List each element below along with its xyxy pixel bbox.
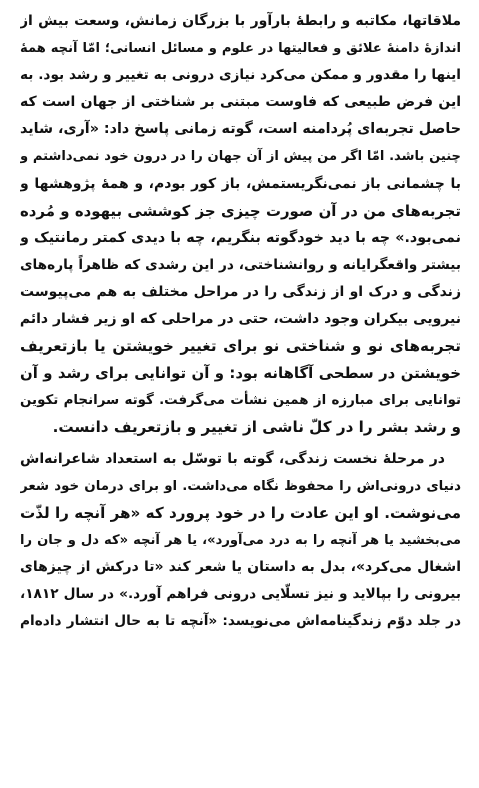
paragraph-2 [20, 446, 461, 636]
text-line: بیشتر واقعگرایانه و روانشناختی، در این رشدی که ظاهراً پاره‌های [20, 256, 461, 273]
text-line: در مرحلهٔ نخست زندگی، گوته با توسّل به استعداد شاعرانه‌اش [20, 450, 445, 467]
text-line: ملاقاتها، مکاتبه و رابطهٔ بارآور با بزرگان زمانش، وسعت بیش از [20, 13, 461, 29]
book-page [20, 8, 461, 635]
text-line: می‌بخشید یا هر آنچه را به درد می‌آورد»، یا هر آنچه «که دل و جان را [20, 532, 461, 548]
text-line: و رشد بشر را در کلّ ناشی از تغییر و بازتعریف دانست. [52, 418, 461, 437]
text-line: بیرونی را بپالاید و نیز تسلّایی درونی فراهم آورد.» در سال ۱۸۱۲، [20, 585, 461, 602]
text-line: چنین باشد. امّا اگر من پیش از آن جهان را در درون خود نمی‌داشتم و [20, 149, 461, 165]
text-line: تجربه‌های نو و شناختی نو برای تغییر خویشتن یا بازتعریف [20, 337, 461, 356]
text-line: اشغال می‌کرد»، بدل به داستان یا شعر کند «تا درکش از چیزهای [20, 558, 461, 575]
text-line: این فرض طبیعی که فاوست مبتنی بر شناختی از جهان است که [20, 94, 461, 111]
text-line: خویشتن در سطحی آگاهانه بود: و آن توانایی برای رشد و آن [20, 364, 461, 383]
text-line: اینها را مقدور و ممکن می‌کرد نیازی درونی به تغییر و رشد بود. به [20, 67, 461, 84]
paragraph-1 [20, 8, 461, 442]
text-line: توانایی برای مبارزه از همین نشأت می‌گرفت. گوته سرانجام تکوین [20, 393, 461, 409]
text-line: تجربه‌های من در آن صورت چیزی جز کوششی بیهوده و مُرده [20, 201, 461, 220]
text-line: نمی‌بود.» چه با دید خودگوته بنگریم، چه با دیدی کمتر رمانتیک و [20, 229, 461, 246]
text-line: با چشمانی باز نمی‌نگریستمش، باز کور بودم، و همهٔ پژوهشها و [20, 175, 461, 192]
text-line: می‌نوشت. او این عادت را در خود پرورد که «هر آنچه را لذّت [20, 503, 461, 522]
text-line: اندازهٔ دامنهٔ علائق و فعالیتها در علوم و مسائل انسانی؛ امّا آنچه همهٔ [20, 41, 461, 57]
text-line: حاصل تجربه‌ای پُردامنه است، گوته زمانی پاسخ داد: «آری، شاید [20, 121, 461, 138]
text-line: نیرویی بیکران وجود داشت، حتی در مراحلی که او زیر فشار دائم [20, 311, 461, 328]
text-line: دنیای درونی‌اش را محفوظ نگاه می‌داشت. او برای درمان خود شعر [20, 478, 461, 494]
text-line: زندگی و درک او از زندگی را در مراحل مختلف به هم می‌پیوست [20, 283, 461, 300]
text-line: در جلد دوّم زندگینامه‌اش می‌نویسد: «آنچه تا به حال انتشار داده‌ام [20, 613, 461, 630]
